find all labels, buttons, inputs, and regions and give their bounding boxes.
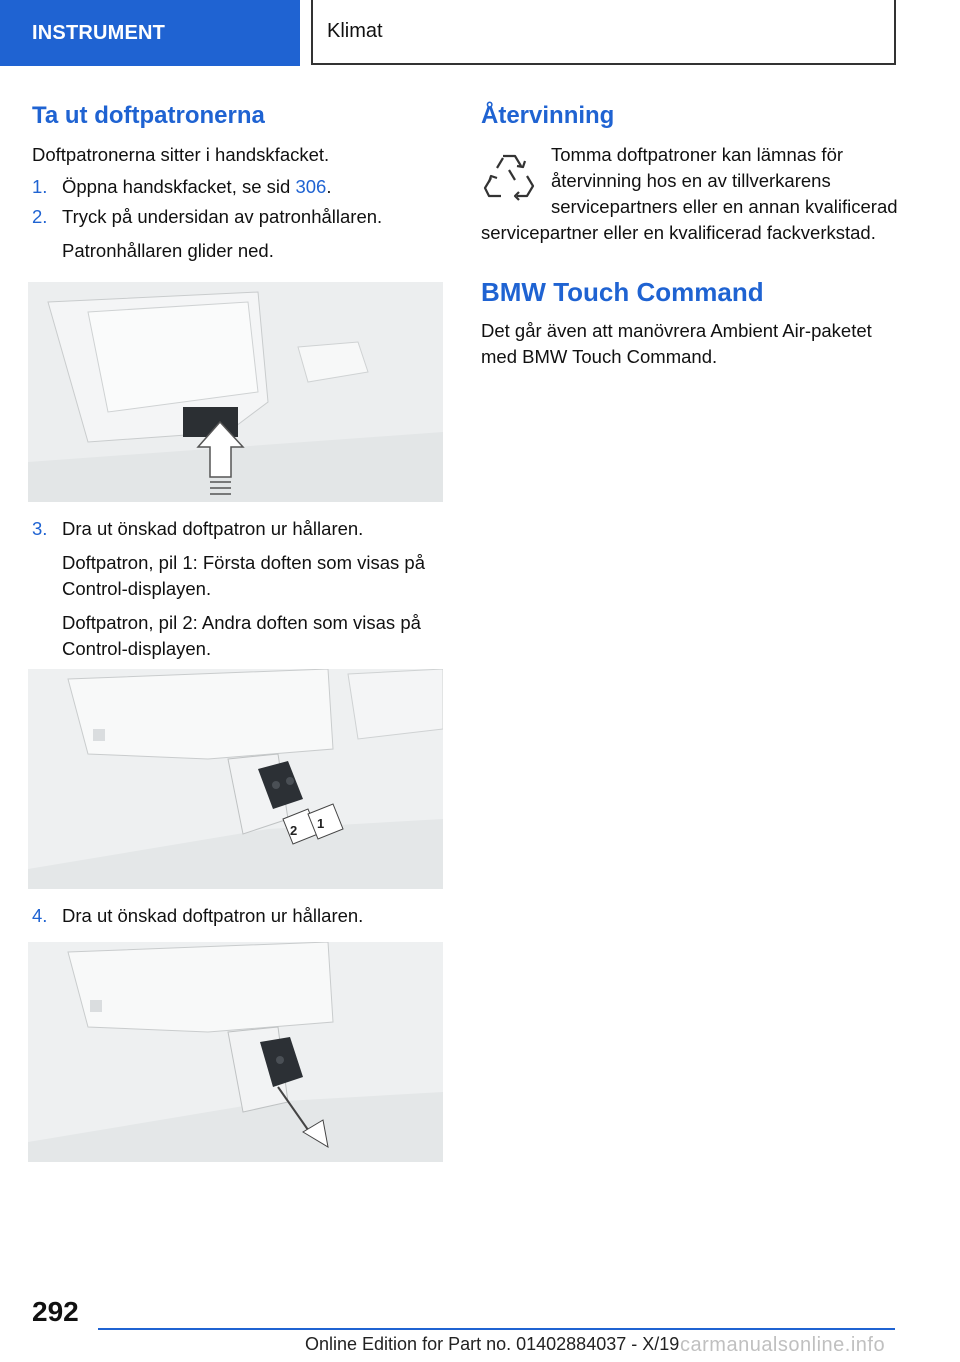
step-text: Dra ut önskad doftpatron ur hållaren.: [62, 905, 364, 926]
watermark: carmanualsonline.info: [680, 1334, 886, 1356]
step-number: 2.: [32, 206, 48, 227]
step-number: 3.: [32, 518, 48, 539]
step-text: Öppna handskfacket, se sid: [62, 176, 296, 197]
step-3-note-arrow-1: Doftpatron, pil 1: Första doften som visas på Control-displayen.: [62, 552, 425, 599]
figure-cartridge-pull-out: [28, 942, 443, 1162]
arrow-label-1: 1: [317, 816, 325, 831]
section-heading-remove-cartridges: Ta ut doftpatronerna: [32, 102, 265, 129]
recycling-block: [481, 142, 901, 246]
step-2: [32, 204, 444, 230]
step-number: 1.: [32, 176, 48, 197]
left-column: [32, 100, 444, 272]
chapter-title: Klimat: [311, 0, 896, 65]
recycling-text: Tomma doftpatroner kan lämnas för återvinning hos en av tillverkarens servicepartners eller en annan kvalificerad servicepartner eller en kvalificerad fackverkstad.: [481, 144, 898, 243]
footer-rule: [98, 1328, 895, 1330]
section-heading-touch-command: BMW Touch Command: [481, 277, 764, 307]
step-text-end: .: [326, 176, 332, 197]
left-column-step4: [32, 899, 444, 933]
recycle-icon: [481, 148, 537, 204]
touch-command-text: Det går även att manövrera Ambient Air-paketet med BMW Touch Command.: [481, 320, 872, 367]
section-heading-recycling: Återvinning: [481, 102, 615, 129]
step-3: [32, 516, 444, 542]
step-text: Dra ut önskad doftpatron ur hållaren.: [62, 518, 364, 539]
left-column-step3: [32, 512, 444, 670]
arrow-label-2: 2: [290, 823, 298, 838]
step-2-result: Patronhållaren glider ned.: [62, 240, 274, 261]
figure-cartridge-holder-push: [28, 282, 443, 502]
right-column: [481, 100, 901, 376]
step-4: [32, 903, 444, 929]
step-3-note-arrow-2: Doftpatron, pil 2: Andra doften som visas på Control-displayen.: [62, 612, 421, 659]
edition-text: Online Edition for Part no. 01402884037 - X/19: [305, 1334, 680, 1354]
step-number: 4.: [32, 905, 48, 926]
page-link[interactable]: 306: [295, 176, 327, 197]
step-1: [32, 174, 444, 200]
step-text: Tryck på undersidan av patronhållaren.: [62, 206, 383, 227]
intro-text: Doftpatronerna sitter i handskfacket.: [32, 144, 330, 165]
page-number: 292: [32, 1296, 79, 1327]
figure-cartridges-arrows-1-2: [28, 669, 443, 889]
section-tab: INSTRUMENT: [0, 0, 300, 66]
